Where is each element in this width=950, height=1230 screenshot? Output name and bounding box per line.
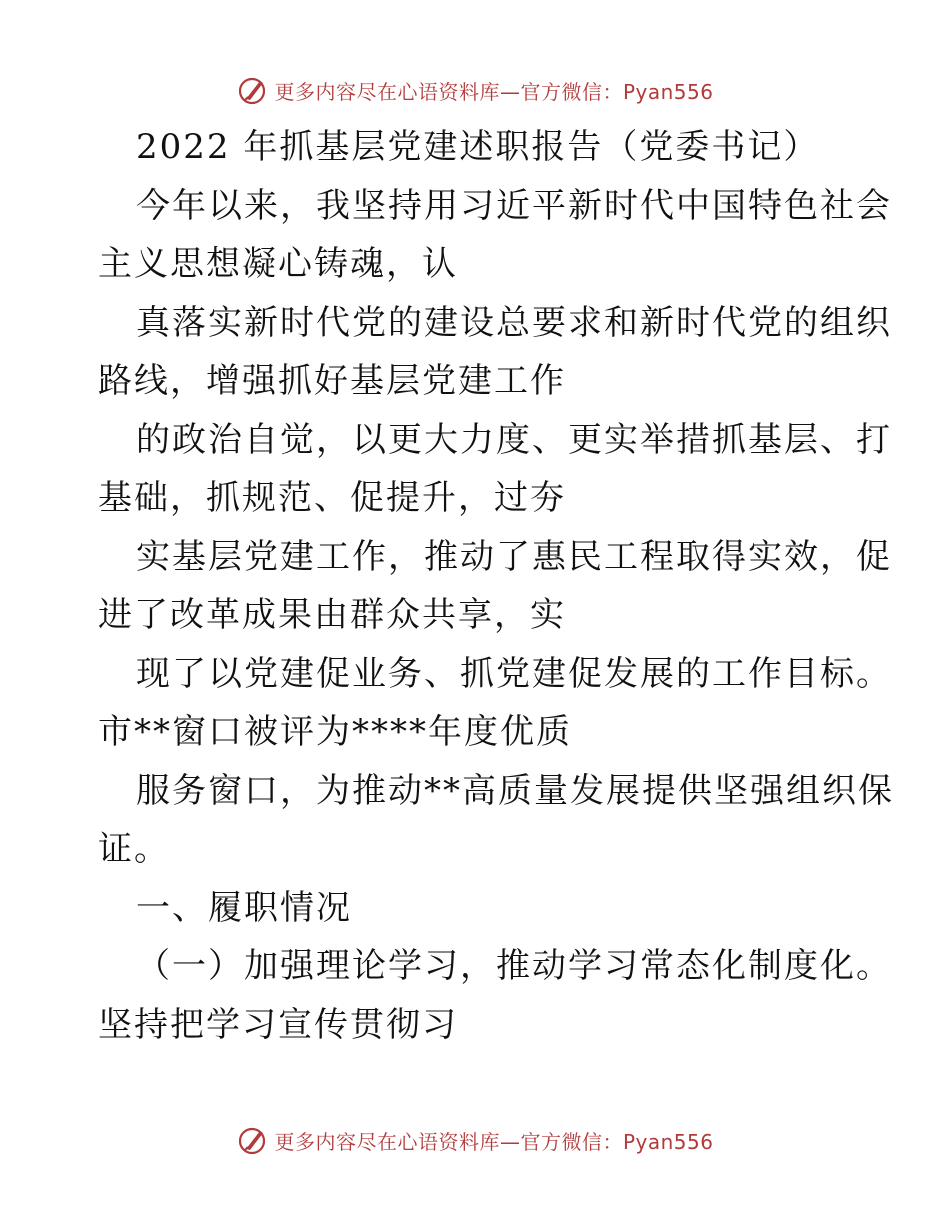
body-text-line: 进了改革成果由群众共享，实 — [98, 595, 566, 635]
document-title: 2022 年抓基层党建述职报告（党委书记） — [136, 127, 820, 167]
body-text-line: 主义思想凝心铸魂，认 — [98, 244, 458, 284]
body-text-line: 基础，抓规范、促提升，过夯 — [98, 478, 566, 518]
quill-seal-icon — [236, 1123, 270, 1157]
body-text-line: 实基层党建工作，推动了惠民工程取得实效，促 — [136, 536, 892, 577]
body-text-line: 服务窗口，为推动**高质量发展提供坚强组织保 — [136, 770, 894, 811]
body-text-line: 一、履职情况 — [136, 887, 352, 928]
header-watermark — [0, 70, 950, 110]
watermark-text: 更多内容尽在心语资料库—官方微信：Pyan556 — [274, 1129, 714, 1154]
body-text-line: 的政治自觉，以更大力度、更实举措抓基层、打 — [136, 419, 892, 460]
body-text-line: （一）加强理论学习，推动学习常态化制度化。 — [136, 946, 892, 986]
body-text-line: 路线，增强抓好基层党建工作 — [98, 361, 566, 401]
footer-watermark — [0, 1120, 950, 1160]
body-text-line: 证。 — [98, 829, 170, 869]
body-text-line: 坚持把学习宣传贯彻习 — [98, 1004, 458, 1045]
document-body — [98, 118, 894, 1054]
watermark-text: 更多内容尽在心语资料库—官方微信：Pyan556 — [274, 79, 714, 104]
body-text-line: 现了以党建促业务、抓党建促发展的工作目标。 — [136, 653, 892, 694]
body-text-line: 市**窗口被评为****年度优质 — [98, 712, 572, 752]
quill-seal-icon — [236, 73, 270, 107]
body-text-line: 真落实新时代党的建设总要求和新时代党的组织 — [136, 302, 892, 343]
body-text-line: 今年以来，我坚持用习近平新时代中国特色社会 — [136, 185, 892, 226]
